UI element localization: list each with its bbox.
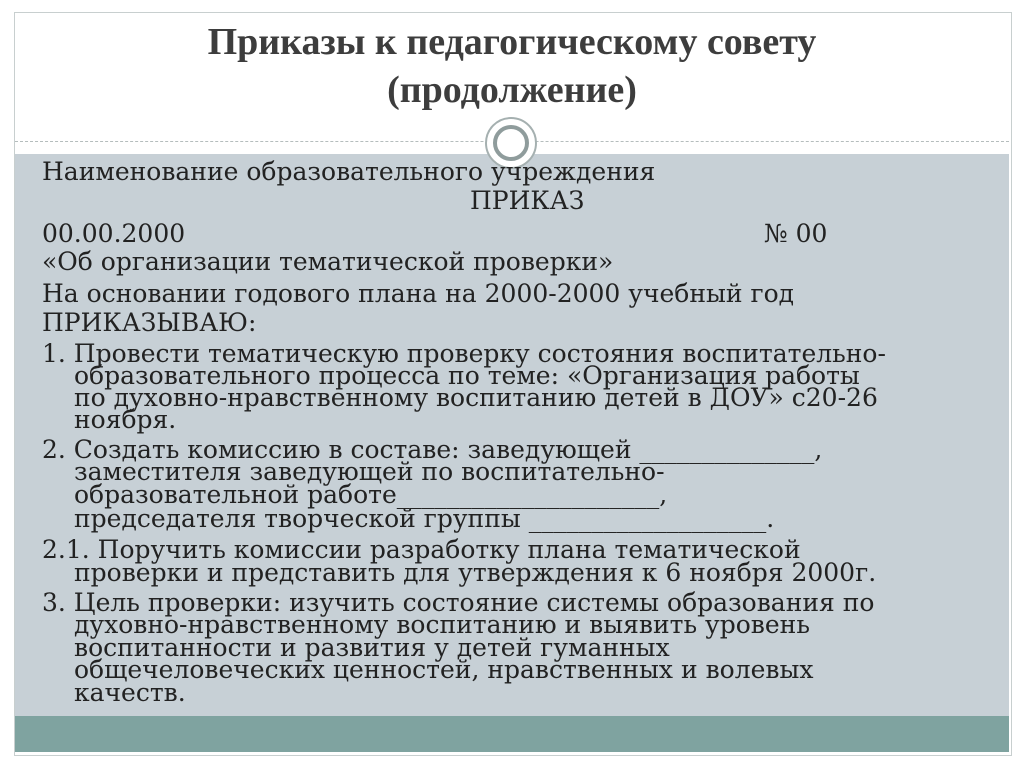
document-basis: На основании годового плана на 2000-2000 учебный год — [42, 279, 795, 308]
item-3-line: 3. Цель проверки: изучить состояние системы образования по — [42, 588, 875, 617]
item-2-line: 2. Создать комиссию в составе: заведующей ______________, — [42, 435, 823, 464]
item-3-line: общечеловеческих ценностей, нравственных и волевых — [74, 655, 814, 684]
institution-name: Наименование образовательного учреждения — [42, 157, 656, 186]
item-1-line: образовательного процесса по теме: «Организация работы — [74, 361, 860, 390]
document-number: № 00 — [764, 219, 828, 248]
footer-bar — [15, 716, 1009, 752]
slide-title — [14, 18, 1010, 114]
document-date: 00.00.2000 — [42, 219, 186, 248]
item-1-line: ноября. — [74, 405, 177, 434]
item-2-1-line: проверки и представить для утверждения к 6 ноября 2000г. — [74, 558, 877, 587]
document-type: ПРИКАЗ — [470, 186, 585, 215]
item-3-line: воспитанности и развития у детей гуманных — [74, 633, 670, 662]
item-2-line: заместителя заведующей по воспитательно- — [74, 457, 665, 486]
document-subject: «Об организации тематической проверки» — [42, 247, 614, 276]
item-3-line: духовно-нравственному воспитанию и выявить уровень — [74, 610, 810, 639]
item-2-line: образовательной работе_____________________, — [74, 480, 668, 509]
item-3-line: качеств. — [74, 678, 186, 707]
orders-heading: ПРИКАЗЫВАЮ: — [42, 308, 257, 337]
title-line-1: Приказы к педагогическому совету — [207, 21, 817, 63]
item-1-line: 1. Провести тематическую проверку состояния воспитательно- — [42, 339, 886, 368]
item-1-line: по духовно-нравственному воспитанию детей в ДОУ» с20-26 — [74, 383, 878, 412]
ring-ornament-inner — [493, 125, 529, 161]
item-2-line: председателя творческой группы ___________________. — [74, 504, 775, 533]
item-2-1-line: 2.1. Поручить комиссии разработку плана тематической — [42, 535, 801, 564]
title-line-2: (продолжение) — [387, 69, 637, 111]
